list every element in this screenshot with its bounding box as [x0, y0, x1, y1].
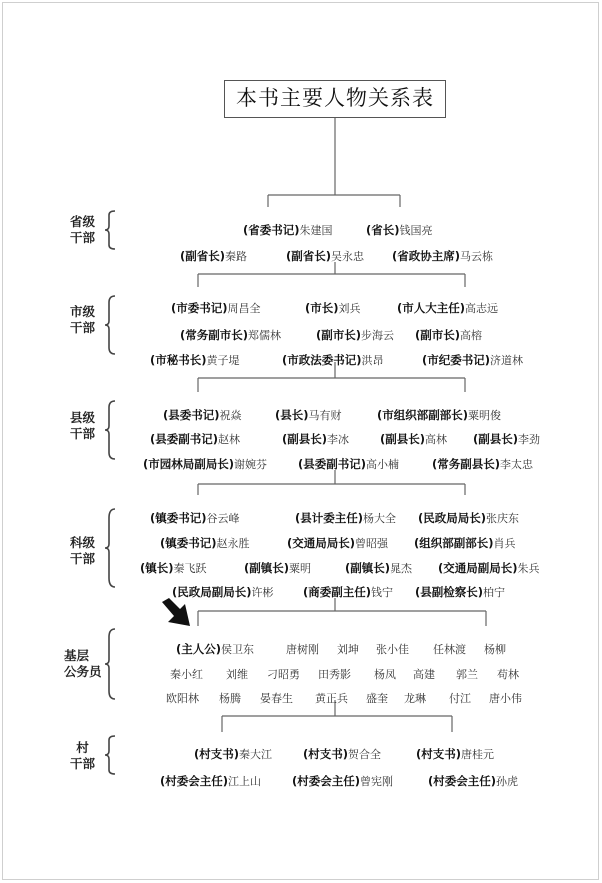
- person-entry: [392, 248, 493, 264]
- person-entry: [163, 407, 242, 423]
- person-entry: [287, 535, 388, 551]
- brace-section: [104, 508, 118, 588]
- person-name: 田秀影: [318, 668, 351, 681]
- role-label: (主人公): [176, 642, 222, 656]
- person-entry: [414, 535, 516, 551]
- person-name: 龙琳: [404, 692, 426, 705]
- person-entry: [305, 300, 361, 316]
- person-entry: [374, 666, 396, 682]
- person-name: 曾昭强: [355, 537, 389, 550]
- level-label-text: 省级: [70, 214, 96, 229]
- person-entry: [243, 222, 333, 238]
- person-entry: [170, 666, 203, 682]
- person-entry: [150, 431, 240, 447]
- person-name: 盛奎: [366, 692, 388, 705]
- brace-city: [104, 295, 118, 355]
- person-entry: [497, 666, 519, 682]
- person-name: 杨柳: [484, 643, 506, 656]
- role-label: (村委会主任): [428, 774, 497, 788]
- role-label: (市长): [305, 301, 339, 315]
- level-label-text: 市级: [70, 304, 96, 319]
- role-label: (镇委书记): [150, 511, 207, 525]
- person-entry: [286, 248, 364, 264]
- person-name: 晏春生: [260, 692, 293, 705]
- role-label: (民政局副局长): [172, 585, 252, 599]
- role-label: (省政协主席): [392, 249, 461, 263]
- level-label-city: [70, 304, 95, 336]
- person-entry: [438, 560, 540, 576]
- person-name: 谷云峰: [206, 512, 240, 525]
- person-entry: [150, 510, 240, 526]
- role-label: (交通局局长): [287, 536, 356, 550]
- role-label: (组织部副部长): [414, 536, 494, 550]
- role-label: (副县长): [380, 432, 426, 446]
- person-entry: [176, 641, 254, 657]
- person-entry: [366, 690, 388, 706]
- person-entry: [316, 327, 394, 343]
- person-name: 杨凤: [374, 668, 396, 681]
- level-label-text: 科级: [70, 535, 96, 550]
- person-entry: [150, 352, 240, 368]
- role-label: (副省长): [180, 249, 226, 263]
- person-entry: [140, 560, 207, 576]
- person-name: 欧阳林: [166, 692, 199, 705]
- person-entry: [303, 584, 393, 600]
- person-entry: [345, 560, 412, 576]
- level-label-village: [70, 740, 95, 772]
- brace-county: [104, 400, 118, 460]
- person-entry: [428, 773, 518, 789]
- person-name: 洪昂: [361, 354, 384, 367]
- person-entry: [160, 773, 261, 789]
- level-label-text: 干部: [70, 230, 96, 245]
- person-name: 高小楠: [366, 458, 400, 471]
- role-label: (村支书): [194, 747, 240, 761]
- role-label: (县计委主任): [295, 511, 364, 525]
- role-label: (村委会主任): [160, 774, 229, 788]
- person-name: 步海云: [361, 329, 395, 342]
- brace-province: [104, 210, 118, 250]
- person-entry: [194, 746, 272, 762]
- person-name: 钱宁: [371, 586, 394, 599]
- person-entry: [422, 352, 523, 368]
- person-entry: [473, 431, 540, 447]
- person-name: 唐小伟: [489, 692, 522, 705]
- person-entry: [226, 666, 248, 682]
- level-label-grassroots: [64, 648, 102, 680]
- level-label-text: 公务员: [64, 664, 102, 679]
- role-label: (省委书记): [243, 223, 300, 237]
- person-name: 柏宁: [483, 586, 506, 599]
- role-label: (副市长): [415, 328, 461, 342]
- person-name: 唐树刚: [286, 643, 319, 656]
- role-label: (市组织部副部长): [377, 408, 469, 422]
- role-label: (县委副书记): [298, 457, 367, 471]
- person-name: 杨大全: [363, 512, 397, 525]
- person-name: 黄子堤: [206, 354, 240, 367]
- person-name: 李太忠: [500, 458, 534, 471]
- person-entry: [433, 641, 466, 657]
- role-label: (县委书记): [163, 408, 220, 422]
- role-label: (村支书): [303, 747, 349, 761]
- person-entry: [415, 327, 482, 343]
- level-label-section: [70, 535, 95, 567]
- person-entry: [244, 560, 311, 576]
- person-entry: [160, 535, 250, 551]
- person-entry: [295, 510, 396, 526]
- role-label: (省长): [366, 223, 400, 237]
- role-label: (市纪委书记): [422, 353, 491, 367]
- diagram-title: 本书主要人物关系表: [224, 80, 446, 118]
- role-label: (常务副县长): [432, 457, 501, 471]
- role-label: (县委副书记): [150, 432, 219, 446]
- person-entry: [432, 456, 533, 472]
- person-name: 刘兵: [338, 302, 361, 315]
- person-name: 郭兰: [456, 668, 478, 681]
- person-entry: [143, 456, 267, 472]
- person-name: 赵永胜: [216, 537, 250, 550]
- person-name: 高榕: [460, 329, 483, 342]
- person-name: 张庆东: [486, 512, 520, 525]
- role-label: (副市长): [316, 328, 362, 342]
- role-label: (县长): [275, 408, 309, 422]
- person-entry: [416, 746, 494, 762]
- level-label-text: 干部: [70, 756, 96, 771]
- role-label: (镇委书记): [160, 536, 217, 550]
- person-name: 秦小红: [170, 668, 203, 681]
- person-name: 侯卫东: [221, 643, 255, 656]
- person-entry: [315, 690, 348, 706]
- person-entry: [489, 690, 522, 706]
- person-entry: [292, 773, 393, 789]
- brace-grassroots: [104, 628, 118, 700]
- level-label-text: 干部: [70, 320, 96, 335]
- person-name: 吴永忠: [331, 250, 365, 263]
- person-entry: [337, 641, 359, 657]
- person-name: 粟明俊: [468, 409, 502, 422]
- person-entry: [380, 431, 447, 447]
- person-entry: [286, 641, 319, 657]
- person-entry: [282, 431, 349, 447]
- role-label: (交通局副局长): [438, 561, 518, 575]
- person-name: 高林: [425, 433, 448, 446]
- person-entry: [377, 407, 501, 423]
- level-label-text: 干部: [70, 551, 96, 566]
- person-name: 朱建国: [299, 224, 333, 237]
- person-name: 赵林: [218, 433, 241, 446]
- person-name: 高志远: [465, 302, 499, 315]
- person-entry: [282, 352, 384, 368]
- person-entry: [376, 641, 409, 657]
- person-entry: [397, 300, 498, 316]
- person-name: 马有财: [308, 409, 342, 422]
- person-entry: [171, 300, 261, 316]
- person-entry: [318, 666, 351, 682]
- person-name: 粟明: [289, 562, 312, 575]
- person-entry: [404, 690, 426, 706]
- role-label: (副县长): [473, 432, 519, 446]
- person-name: 李劲: [518, 433, 541, 446]
- person-name: 付江: [449, 692, 471, 705]
- level-label-text: 村: [76, 740, 89, 755]
- person-entry: [413, 666, 435, 682]
- person-name: 苟林: [497, 668, 519, 681]
- role-label: (村委会主任): [292, 774, 361, 788]
- role-label: (副省长): [286, 249, 332, 263]
- role-label: (镇长): [140, 561, 174, 575]
- person-name: 许彬: [251, 586, 274, 599]
- person-entry: [267, 666, 300, 682]
- person-name: 周昌全: [227, 302, 261, 315]
- person-entry: [418, 510, 519, 526]
- person-name: 曾宪刚: [360, 775, 394, 788]
- person-entry: [456, 666, 478, 682]
- person-entry: [484, 641, 506, 657]
- arrow-icon: [160, 598, 194, 628]
- person-entry: [219, 690, 241, 706]
- person-name: 张小佳: [376, 643, 409, 656]
- brace-village: [104, 735, 118, 775]
- level-label-text: 县级: [70, 410, 96, 425]
- person-name: 刁昭勇: [267, 668, 300, 681]
- level-label-county: [70, 410, 95, 442]
- role-label: (商委副主任): [303, 585, 372, 599]
- person-entry: [166, 690, 199, 706]
- role-label: (市秘书长): [150, 353, 207, 367]
- person-entry: [415, 584, 505, 600]
- person-name: 祝焱: [219, 409, 242, 422]
- level-label-text: 干部: [70, 426, 96, 441]
- role-label: (副镇长): [345, 561, 391, 575]
- person-name: 刘维: [226, 668, 248, 681]
- person-name: 肖兵: [493, 537, 516, 550]
- person-name: 济道林: [490, 354, 524, 367]
- level-label-text: 基层: [64, 648, 90, 663]
- person-entry: [180, 248, 247, 264]
- person-name: 孙虎: [496, 775, 519, 788]
- person-name: 秦飞跃: [173, 562, 207, 575]
- person-name: 高建: [413, 668, 435, 681]
- person-name: 唐桂元: [461, 748, 495, 761]
- person-entry: [449, 690, 471, 706]
- person-name: 杨腾: [219, 692, 241, 705]
- person-name: 黄正兵: [315, 692, 348, 705]
- person-name: 晁杰: [390, 562, 413, 575]
- person-name: 任林渡: [433, 643, 466, 656]
- person-entry: [366, 222, 433, 238]
- person-name: 秦大江: [239, 748, 273, 761]
- role-label: (常务副市长): [180, 328, 249, 342]
- role-label: (县副检察长): [415, 585, 484, 599]
- role-label: (副县长): [282, 432, 328, 446]
- role-label: (村支书): [416, 747, 462, 761]
- role-label: (市园林局副局长): [143, 457, 235, 471]
- role-label: (民政局局长): [418, 511, 487, 525]
- role-label: (市人大主任): [397, 301, 466, 315]
- level-label-province: [70, 214, 95, 246]
- person-name: 朱兵: [517, 562, 540, 575]
- person-name: 刘坤: [337, 643, 359, 656]
- person-name: 贺合全: [348, 748, 382, 761]
- role-label: (副镇长): [244, 561, 290, 575]
- person-name: 秦路: [225, 250, 248, 263]
- person-name: 钱国亮: [399, 224, 433, 237]
- person-name: 马云栋: [460, 250, 494, 263]
- person-name: 江上山: [228, 775, 262, 788]
- person-entry: [180, 327, 281, 343]
- person-name: 郑儒林: [248, 329, 282, 342]
- role-label: (市政法委书记): [282, 353, 362, 367]
- person-entry: [298, 456, 399, 472]
- person-entry: [260, 690, 293, 706]
- person-entry: [275, 407, 342, 423]
- person-name: 谢婉芬: [234, 458, 268, 471]
- person-name: 李冰: [327, 433, 350, 446]
- role-label: (市委书记): [171, 301, 228, 315]
- person-entry: [303, 746, 381, 762]
